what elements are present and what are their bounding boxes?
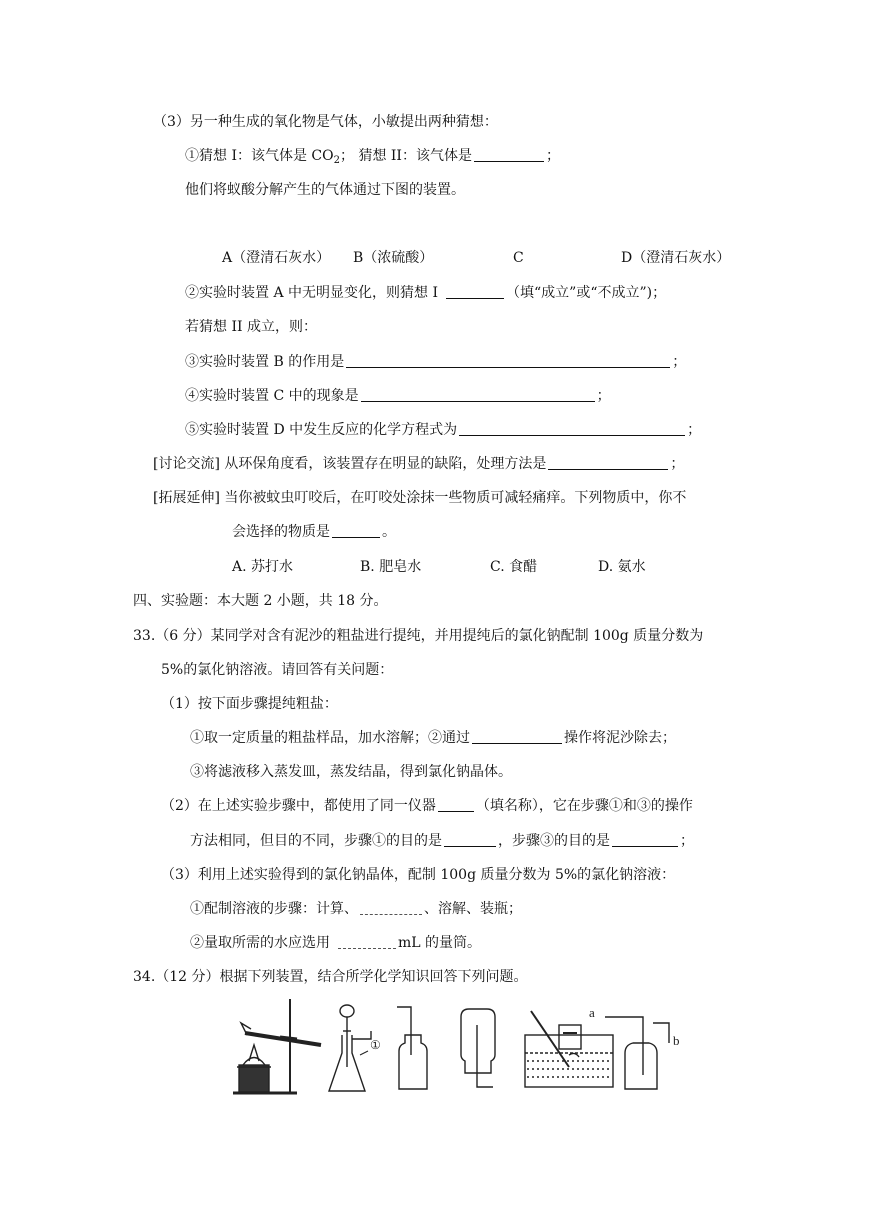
water-trough-e xyxy=(525,1011,613,1087)
label-circled-1: ① xyxy=(370,1038,381,1052)
apparatus-label-a: A（澄清石灰水） xyxy=(222,250,331,266)
q33-part2-a: （2）在上述实验步骤中，都使用了同一仪器 （填名称），它在步骤①和③的操作 xyxy=(161,798,693,814)
gas-bottle-c xyxy=(397,1007,427,1089)
filter-op-blank[interactable] xyxy=(472,729,562,744)
purpose-1-blank[interactable] xyxy=(444,832,496,847)
q33-part3: （3）利用上述实验得到的氯化钠晶体，配制 100g 质量分数为 5%的氯化钠溶液： xyxy=(161,867,676,883)
q33-part3-b: ②量取所需的水应选用 mL 的量筒。 xyxy=(190,935,482,951)
guess-2: ； 猜想 II：该气体是 xyxy=(340,148,472,164)
extension-line2: 会选择的物质是 。 xyxy=(232,524,396,540)
discussion: [讨论交流] 从环保角度看，该装置存在明显的缺陷，处理方法是 ； xyxy=(153,456,685,472)
q33-part1-b: ③将滤液移入蒸发皿，蒸发结晶，得到氯化钠晶体。 xyxy=(190,764,512,780)
purpose-3-blank[interactable] xyxy=(612,832,678,847)
cylinder-blank[interactable] xyxy=(338,934,396,949)
label-b: b xyxy=(673,1033,680,1048)
q3-step4: ④实验时装置 C 中的现象是 ； xyxy=(185,388,611,404)
q33-line1: 33.（6 分）某同学对含有泥沙的粗盐进行提纯，并用提纯后的氯化钠配制 100g 质量分数为 xyxy=(133,628,704,644)
q3-pass-gas: 他们将蚁酸分解产生的气体通过下图的装置。 xyxy=(185,182,465,198)
option-b: B. 肥皂水 xyxy=(360,559,422,575)
option-d: D. 氨水 xyxy=(598,559,646,575)
q3-step3: ③实验时装置 B 的作用是 ； xyxy=(185,354,687,370)
step4-blank[interactable] xyxy=(361,387,595,402)
co2-subscript: 2 xyxy=(333,155,340,166)
apparatus-label-c: C xyxy=(513,250,524,266)
section-4-heading: 四、实验题：本大题 2 小题，共 18 分。 xyxy=(133,593,388,609)
discussion-blank[interactable] xyxy=(548,455,668,470)
conical-flask-apparatus xyxy=(329,1005,381,1091)
step5-blank[interactable] xyxy=(459,421,685,436)
q3-guesses: ①猜想 I：该气体是 $CO_2$； 猜想 II：该气体是 ； xyxy=(185,148,560,166)
q3-if-ii: 若猜想 II 成立，则： xyxy=(185,319,317,335)
guess-2-blank[interactable] xyxy=(474,147,544,162)
q3-step5: ⑤实验时装置 D 中发生反应的化学方程式为 ； xyxy=(185,422,702,438)
apparatus-label-b: B（浓硫酸） xyxy=(353,250,434,266)
heating-apparatus xyxy=(233,999,321,1093)
step2-blank[interactable] xyxy=(446,284,504,299)
option-c: C. 食醋 xyxy=(490,559,538,575)
q33-part3-a: ①配制溶液的步骤：计算、 、溶解、装瓶； xyxy=(190,901,522,917)
q33-part2-b: 方法相同，但目的不同，步骤①的目的是 ，步骤③的目的是 ； xyxy=(190,833,694,849)
extension-blank[interactable] xyxy=(332,523,380,538)
q34-line1: 34.（12 分）根据下列装置，结合所学化学知识回答下列问题。 xyxy=(133,969,528,985)
apparatus-figure xyxy=(225,995,695,1100)
apparatus-label-d: D（澄清石灰水） xyxy=(621,250,731,266)
option-a: A. 苏打水 xyxy=(232,559,294,575)
inverted-bottle-d xyxy=(461,1009,495,1087)
extension-line1: [拓展延伸] 当你被蚊虫叮咬后，在叮咬处涂抹一些物质可减轻痛痒。下列物质中，你不 xyxy=(153,490,687,506)
q3-step2: ②实验时装置 A 中无明显变化，则猜想 I （填“成立”或“不成立”)； xyxy=(185,285,667,301)
guess-1: ①猜想 I：该气体是 CO xyxy=(185,148,334,164)
q3-intro: （3）另一种生成的氧化物是气体，小敏提出两种猜想： xyxy=(153,114,498,130)
q33-part1: （1）按下面步骤提纯粗盐： xyxy=(161,696,338,712)
step3-blank[interactable] xyxy=(346,353,670,368)
q33-line2: 5%的氯化钠溶液。请回答有关问题： xyxy=(161,662,394,678)
step-blank[interactable] xyxy=(360,900,422,915)
instrument-blank[interactable] xyxy=(438,797,474,812)
label-a: a xyxy=(589,1005,595,1020)
q33-part1-a: ①取一定质量的粗盐样品，加水溶解；②通过 操作将泥沙除去； xyxy=(190,730,676,746)
